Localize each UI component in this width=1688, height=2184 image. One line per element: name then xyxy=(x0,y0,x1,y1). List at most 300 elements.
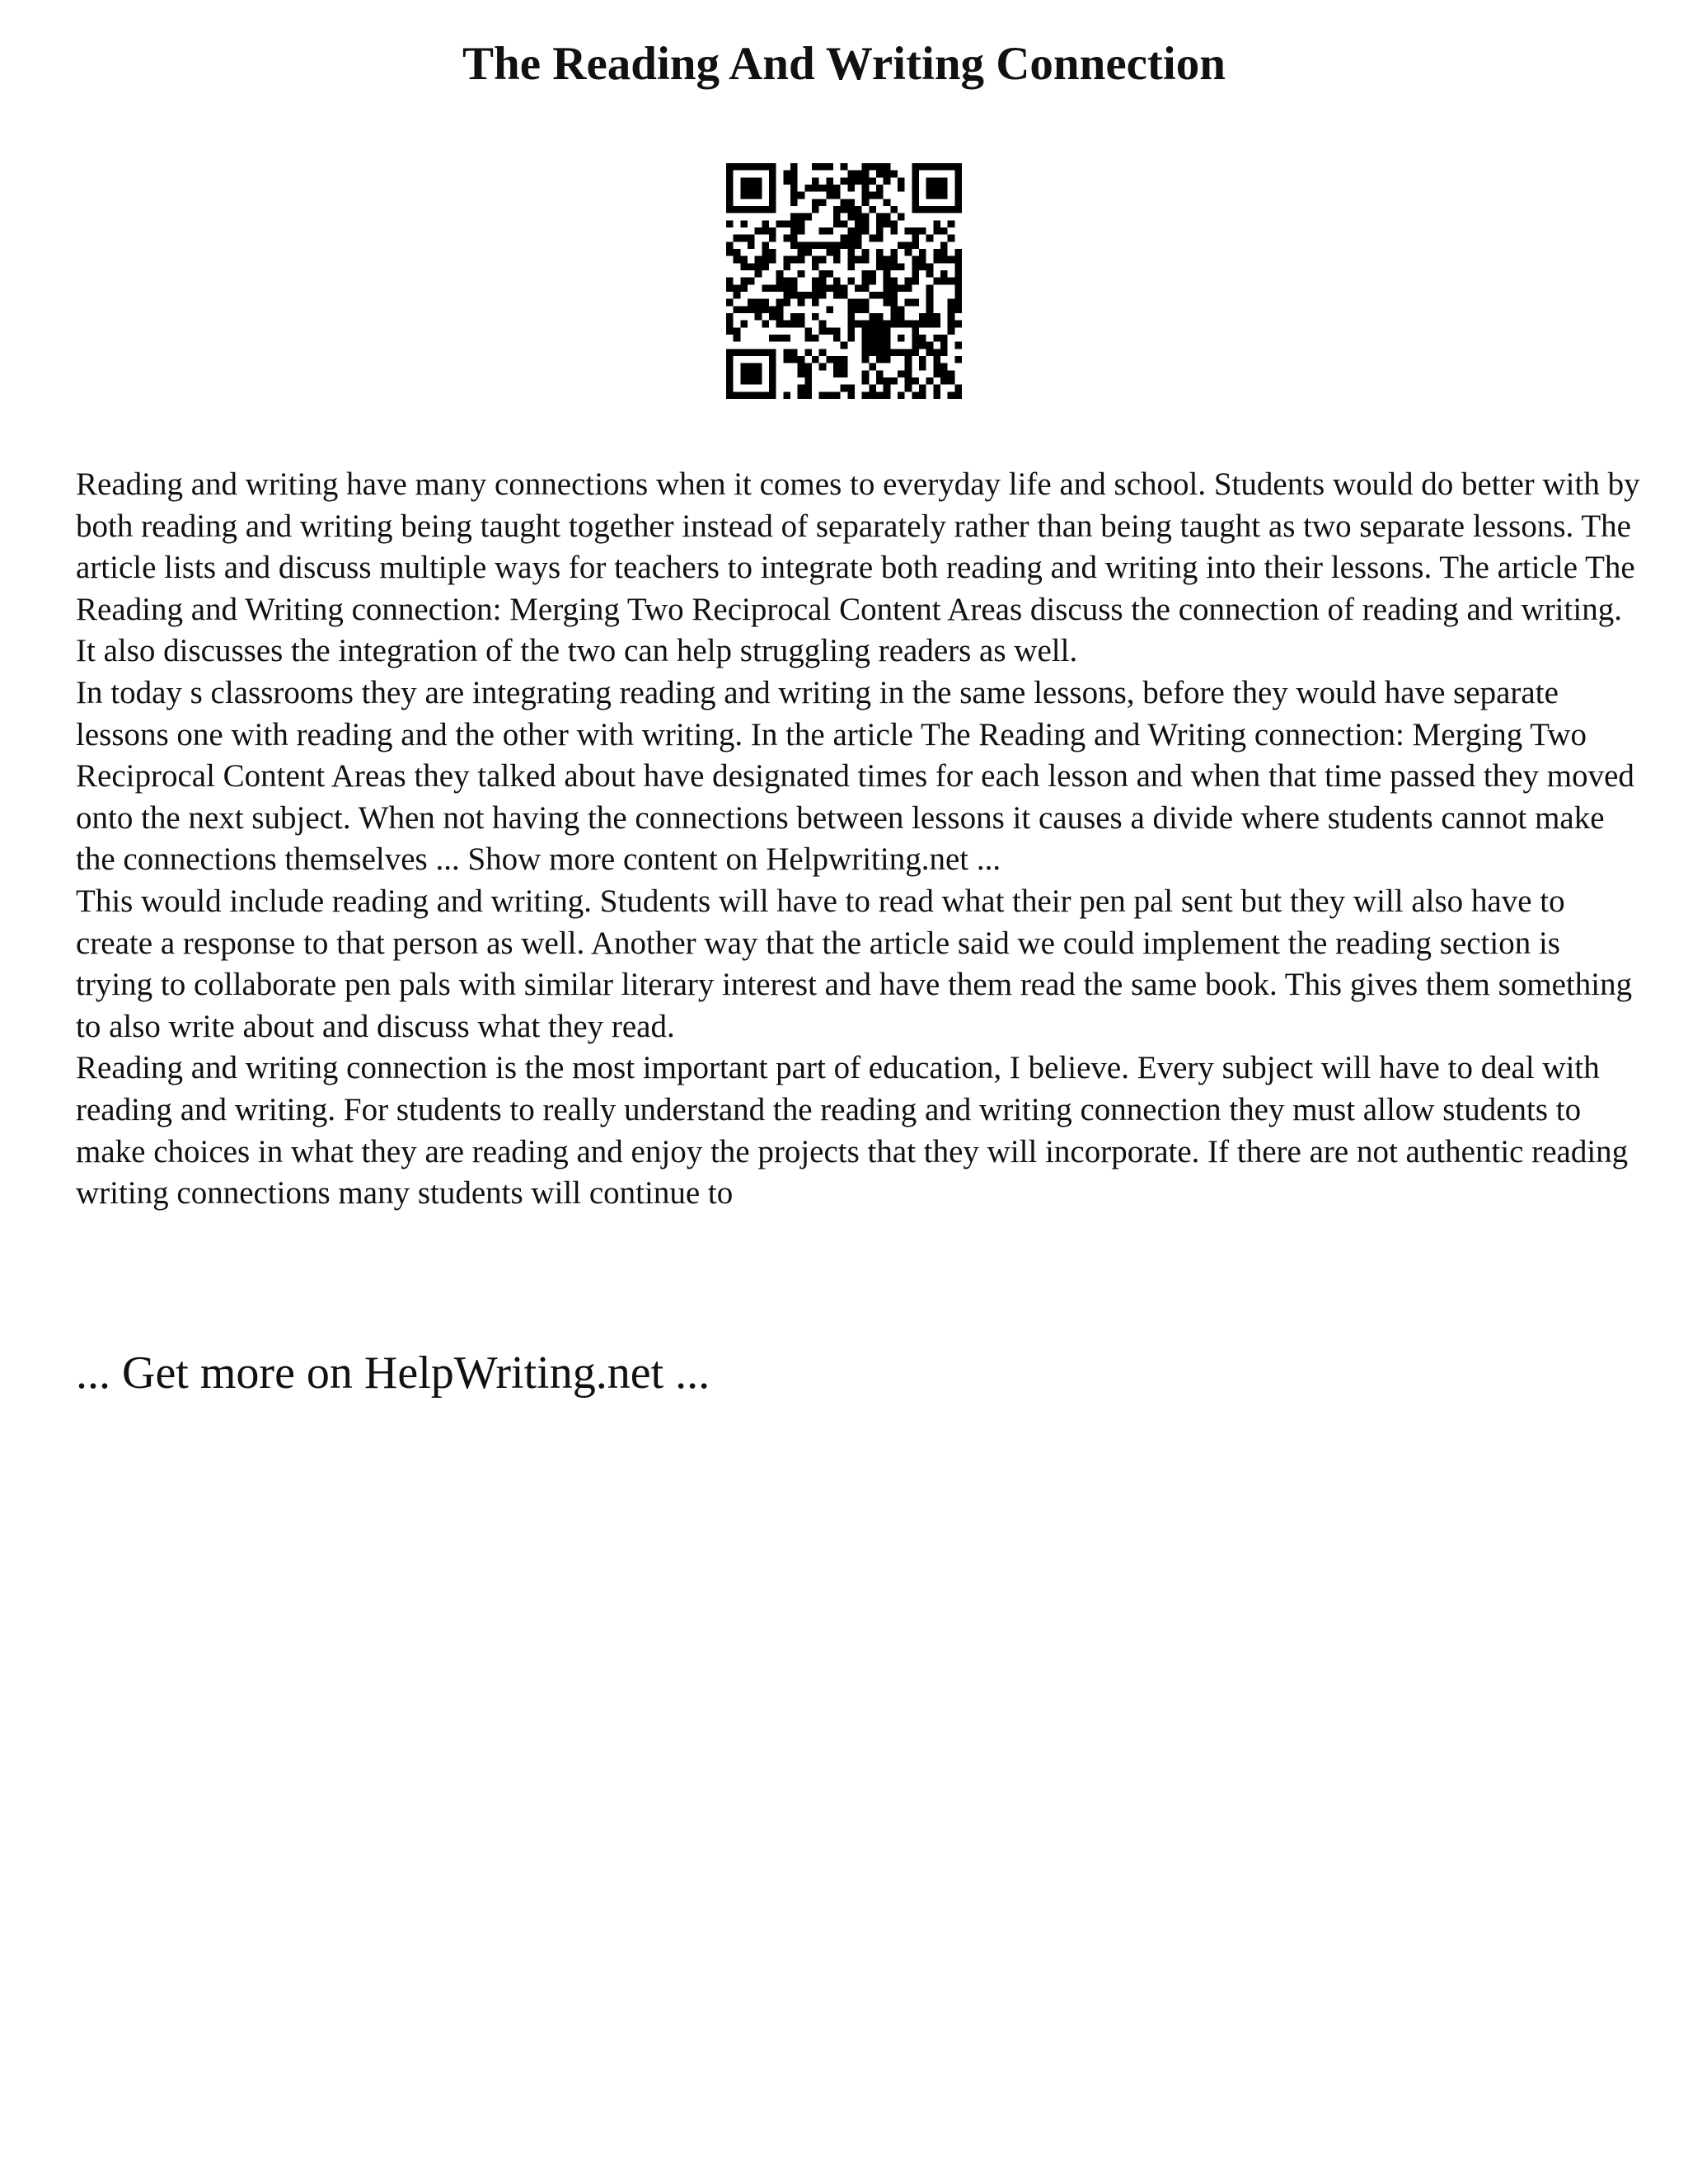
qr-module xyxy=(919,256,926,264)
qr-module xyxy=(862,377,870,385)
qr-module xyxy=(855,171,862,178)
qr-module xyxy=(833,327,841,335)
qr-module xyxy=(926,321,934,328)
qr-module xyxy=(847,249,855,256)
qr-module xyxy=(841,220,848,227)
qr-module xyxy=(798,313,805,321)
qr-module xyxy=(798,292,805,299)
qr-module xyxy=(884,256,891,264)
qr-module xyxy=(890,206,898,213)
qr-module xyxy=(919,206,926,213)
qr-module xyxy=(826,185,833,192)
qr-module xyxy=(855,284,862,292)
qr-module xyxy=(769,356,776,363)
qr-module xyxy=(748,349,755,356)
qr-module xyxy=(919,163,926,171)
qr-module xyxy=(933,278,940,285)
qr-module xyxy=(905,385,912,392)
qr-module xyxy=(769,377,776,385)
qr-module xyxy=(726,163,734,171)
qr-module xyxy=(812,163,819,171)
qr-module xyxy=(769,227,776,235)
qr-module xyxy=(798,321,805,328)
qr-module xyxy=(783,284,790,292)
qr-module xyxy=(804,249,812,256)
qr-module xyxy=(933,192,940,199)
qr-module xyxy=(940,227,948,235)
qr-module xyxy=(734,349,741,356)
qr-module xyxy=(740,349,748,356)
qr-module xyxy=(783,335,790,342)
qr-module xyxy=(783,292,790,299)
qr-module xyxy=(862,220,870,227)
qr-module xyxy=(890,171,898,178)
qr-module xyxy=(905,363,912,371)
qr-module xyxy=(912,263,919,270)
qr-module xyxy=(762,256,769,264)
qr-module xyxy=(912,391,919,399)
qr-module xyxy=(762,263,769,270)
qr-code-icon xyxy=(726,163,962,399)
qr-module xyxy=(841,284,848,292)
qr-module xyxy=(726,249,734,256)
qr-module xyxy=(790,199,798,206)
qr-module xyxy=(769,363,776,371)
qr-module xyxy=(884,220,891,227)
qr-module xyxy=(748,206,755,213)
qr-module xyxy=(762,284,769,292)
qr-module xyxy=(862,270,870,278)
qr-module xyxy=(833,391,841,399)
qr-module xyxy=(898,263,905,270)
qr-module xyxy=(755,206,762,213)
qr-module xyxy=(869,278,876,285)
qr-module xyxy=(755,370,762,377)
qr-module xyxy=(876,256,884,264)
qr-module xyxy=(954,299,962,307)
qr-module xyxy=(898,391,905,399)
get-more-link[interactable]: ... Get more on HelpWriting.net ... xyxy=(76,1347,710,1399)
qr-module xyxy=(790,185,798,192)
qr-module xyxy=(890,321,898,328)
qr-module xyxy=(926,349,934,356)
qr-module xyxy=(726,377,734,385)
qr-module xyxy=(748,177,755,185)
qr-module xyxy=(884,349,891,356)
qr-module xyxy=(954,177,962,185)
qr-module xyxy=(876,263,884,270)
qr-module xyxy=(954,342,962,349)
qr-module xyxy=(876,192,884,199)
qr-module xyxy=(769,235,776,242)
qr-module xyxy=(783,177,790,185)
qr-module xyxy=(826,327,833,335)
qr-module xyxy=(812,241,819,249)
qr-module xyxy=(876,185,884,192)
qr-module xyxy=(819,163,827,171)
qr-module xyxy=(898,213,905,221)
qr-module xyxy=(819,284,827,292)
qr-module xyxy=(876,249,884,256)
qr-module xyxy=(926,313,934,321)
qr-module xyxy=(905,377,912,385)
qr-module xyxy=(726,192,734,199)
qr-module xyxy=(740,192,748,199)
qr-module xyxy=(869,391,876,399)
qr-module xyxy=(726,185,734,192)
qr-module xyxy=(841,385,848,392)
qr-module xyxy=(912,241,919,249)
qr-module xyxy=(833,335,841,342)
qr-module xyxy=(804,327,812,335)
qr-module xyxy=(862,370,870,377)
qr-module xyxy=(954,185,962,192)
qr-module xyxy=(926,342,934,349)
qr-module xyxy=(798,256,805,264)
qr-module xyxy=(748,263,755,270)
qr-module xyxy=(912,327,919,335)
qr-module xyxy=(898,284,905,292)
qr-module xyxy=(940,342,948,349)
qr-module xyxy=(833,249,841,256)
qr-module xyxy=(769,349,776,356)
qr-module xyxy=(847,206,855,213)
qr-module xyxy=(783,171,790,178)
qr-module xyxy=(890,249,898,256)
qr-module xyxy=(826,227,833,235)
qr-module xyxy=(933,385,940,392)
qr-module xyxy=(905,249,912,256)
qr-module xyxy=(783,391,790,399)
qr-module xyxy=(933,363,940,371)
qr-module xyxy=(804,377,812,385)
qr-module xyxy=(954,206,962,213)
qr-module xyxy=(819,199,827,206)
qr-module xyxy=(912,377,919,385)
qr-module xyxy=(940,241,948,249)
qr-module xyxy=(954,171,962,178)
qr-module xyxy=(884,278,891,285)
qr-module xyxy=(926,163,934,171)
qr-module xyxy=(948,299,955,307)
qr-module xyxy=(884,171,891,178)
qr-module xyxy=(734,335,741,342)
qr-module xyxy=(755,227,762,235)
qr-module xyxy=(833,363,841,371)
qr-module xyxy=(884,356,891,363)
qr-module xyxy=(898,321,905,328)
qr-module xyxy=(926,270,934,278)
qr-module xyxy=(912,177,919,185)
qr-module xyxy=(755,391,762,399)
qr-module xyxy=(798,241,805,249)
qr-module xyxy=(862,349,870,356)
qr-module xyxy=(933,185,940,192)
qr-module xyxy=(847,335,855,342)
qr-module xyxy=(884,284,891,292)
qr-module xyxy=(912,321,919,328)
qr-module xyxy=(819,256,827,264)
qr-module xyxy=(869,206,876,213)
qr-module xyxy=(734,249,741,256)
qr-module xyxy=(769,370,776,377)
qr-module xyxy=(748,370,755,377)
qr-module xyxy=(912,270,919,278)
qr-module xyxy=(905,321,912,328)
qr-module xyxy=(847,185,855,192)
qr-module xyxy=(790,241,798,249)
qr-module xyxy=(762,206,769,213)
qr-module xyxy=(812,185,819,192)
qr-module xyxy=(898,335,905,342)
qr-module xyxy=(776,321,784,328)
qr-module xyxy=(847,278,855,285)
qr-module xyxy=(769,177,776,185)
qr-module xyxy=(933,313,940,321)
qr-module xyxy=(890,278,898,285)
qr-module xyxy=(740,370,748,377)
qr-module xyxy=(841,163,848,171)
qr-module xyxy=(776,270,784,278)
qr-module xyxy=(919,363,926,371)
qr-module xyxy=(769,306,776,313)
qr-module xyxy=(826,306,833,313)
qr-module xyxy=(826,249,833,256)
qr-module xyxy=(919,227,926,235)
qr-module xyxy=(748,363,755,371)
qr-module xyxy=(826,356,833,363)
qr-module xyxy=(933,321,940,328)
qr-module xyxy=(783,263,790,270)
qr-module xyxy=(855,220,862,227)
qr-module xyxy=(912,235,919,242)
qr-module xyxy=(762,391,769,399)
qr-module xyxy=(912,206,919,213)
qr-module xyxy=(769,313,776,321)
qr-module xyxy=(826,284,833,292)
qr-module xyxy=(847,199,855,206)
qr-module xyxy=(798,249,805,256)
qr-module xyxy=(755,299,762,307)
qr-module xyxy=(884,199,891,206)
qr-module xyxy=(798,391,805,399)
qr-module xyxy=(884,299,891,307)
qr-module xyxy=(884,385,891,392)
qr-module xyxy=(862,163,870,171)
qr-module xyxy=(926,377,934,385)
qr-module xyxy=(855,227,862,235)
qr-module xyxy=(812,292,819,299)
qr-module xyxy=(740,391,748,399)
qr-module xyxy=(740,256,748,264)
page-title: The Reading And Writing Connection xyxy=(462,38,1226,90)
qr-module xyxy=(726,220,734,227)
qr-module xyxy=(898,185,905,192)
qr-module xyxy=(798,356,805,363)
qr-module xyxy=(769,163,776,171)
qr-module xyxy=(769,171,776,178)
qr-module xyxy=(898,349,905,356)
qr-module xyxy=(912,171,919,178)
qr-module xyxy=(740,284,748,292)
qr-module xyxy=(762,163,769,171)
qr-module xyxy=(884,342,891,349)
paragraph-2: In today s classrooms they are integrating reading and writing in the same lessons, before they would have separate lessons one with reading and the other with writing. In the article The Reading and Writing connection: Merging Two Reciprocal Content Areas they talked about have designated times for each lesson and when that time passed they moved onto the next subject. When not having the connections between lessons it causes a divide where students cannot make the connections themselves ... Show more content on Helpwriting.net ... xyxy=(76,674,1634,878)
qr-module xyxy=(812,313,819,321)
qr-module xyxy=(847,306,855,313)
qr-module xyxy=(819,292,827,299)
qr-module xyxy=(926,185,934,192)
qr-module xyxy=(841,342,848,349)
qr-module xyxy=(884,270,891,278)
qr-module xyxy=(812,206,819,213)
qr-module xyxy=(726,321,734,328)
qr-module xyxy=(862,278,870,285)
qr-module xyxy=(812,263,819,270)
qr-module xyxy=(798,270,805,278)
qr-module xyxy=(876,235,884,242)
qr-module xyxy=(776,306,784,313)
qr-module xyxy=(869,342,876,349)
qr-module xyxy=(940,270,948,278)
qr-module xyxy=(847,321,855,328)
qr-module xyxy=(748,235,755,242)
qr-module xyxy=(876,220,884,227)
qr-module xyxy=(940,377,948,385)
qr-module xyxy=(933,370,940,377)
qr-module xyxy=(919,356,926,363)
qr-module xyxy=(804,241,812,249)
qr-module xyxy=(798,192,805,199)
qr-module xyxy=(869,327,876,335)
qr-module xyxy=(833,185,841,192)
qr-module xyxy=(876,227,884,235)
qr-module xyxy=(940,192,948,199)
qr-module xyxy=(876,313,884,321)
qr-module xyxy=(798,299,805,307)
qr-module xyxy=(912,342,919,349)
qr-module xyxy=(940,256,948,264)
qr-module xyxy=(919,342,926,349)
qr-module xyxy=(841,177,848,185)
qr-module xyxy=(833,241,841,249)
qr-module xyxy=(948,163,955,171)
qr-module xyxy=(734,256,741,264)
qr-module xyxy=(762,306,769,313)
qr-module xyxy=(726,327,734,335)
qr-module xyxy=(884,391,891,399)
qr-module xyxy=(755,377,762,385)
qr-module xyxy=(898,313,905,321)
qr-module xyxy=(855,177,862,185)
qr-module xyxy=(755,256,762,264)
qr-module xyxy=(869,321,876,328)
qr-module xyxy=(726,278,734,285)
qr-module xyxy=(790,284,798,292)
qr-module xyxy=(776,278,784,285)
qr-module xyxy=(748,192,755,199)
qr-module xyxy=(898,241,905,249)
qr-module xyxy=(826,192,833,199)
qr-module xyxy=(890,349,898,356)
qr-module xyxy=(833,278,841,285)
qr-module xyxy=(933,177,940,185)
qr-module xyxy=(954,292,962,299)
qr-module xyxy=(847,177,855,185)
qr-module xyxy=(954,256,962,264)
qr-module xyxy=(926,177,934,185)
qr-module xyxy=(826,241,833,249)
qr-module xyxy=(833,370,841,377)
qr-module xyxy=(841,206,848,213)
qr-module xyxy=(833,213,841,221)
qr-module xyxy=(919,385,926,392)
qr-module xyxy=(954,199,962,206)
qr-module xyxy=(847,263,855,270)
qr-module xyxy=(769,206,776,213)
qr-module xyxy=(940,249,948,256)
qr-module xyxy=(926,192,934,199)
qr-module xyxy=(876,391,884,399)
qr-module xyxy=(762,241,769,249)
qr-module xyxy=(841,235,848,242)
qr-module xyxy=(912,278,919,285)
qr-module xyxy=(783,220,790,227)
qr-module xyxy=(790,171,798,178)
qr-module xyxy=(847,227,855,235)
qr-module xyxy=(798,370,805,377)
qr-module xyxy=(790,321,798,328)
qr-module xyxy=(862,199,870,206)
qr-module xyxy=(833,192,841,199)
qr-module xyxy=(890,292,898,299)
qr-module xyxy=(855,206,862,213)
qr-module xyxy=(855,256,862,264)
qr-module xyxy=(933,356,940,363)
qr-module xyxy=(926,284,934,292)
qr-module xyxy=(869,335,876,342)
qr-module xyxy=(726,171,734,178)
qr-module xyxy=(954,391,962,399)
qr-module xyxy=(884,292,891,299)
qr-module xyxy=(948,278,955,285)
qr-module xyxy=(790,227,798,235)
qr-module xyxy=(769,249,776,256)
qr-module xyxy=(740,163,748,171)
qr-module xyxy=(819,321,827,328)
qr-module xyxy=(762,299,769,307)
qr-module xyxy=(905,349,912,356)
qr-module xyxy=(755,192,762,199)
qr-module xyxy=(940,206,948,213)
qr-module xyxy=(762,249,769,256)
qr-module xyxy=(748,391,755,399)
qr-module xyxy=(905,241,912,249)
qr-module xyxy=(940,185,948,192)
qr-module xyxy=(890,306,898,313)
qr-module xyxy=(826,391,833,399)
qr-module xyxy=(776,299,784,307)
qr-module xyxy=(948,377,955,385)
qr-module xyxy=(734,292,741,299)
qr-module xyxy=(841,241,848,249)
qr-module xyxy=(940,163,948,171)
qr-module xyxy=(812,177,819,185)
qr-module xyxy=(948,220,955,227)
qr-module xyxy=(933,335,940,342)
qr-module xyxy=(769,385,776,392)
qr-module xyxy=(734,163,741,171)
